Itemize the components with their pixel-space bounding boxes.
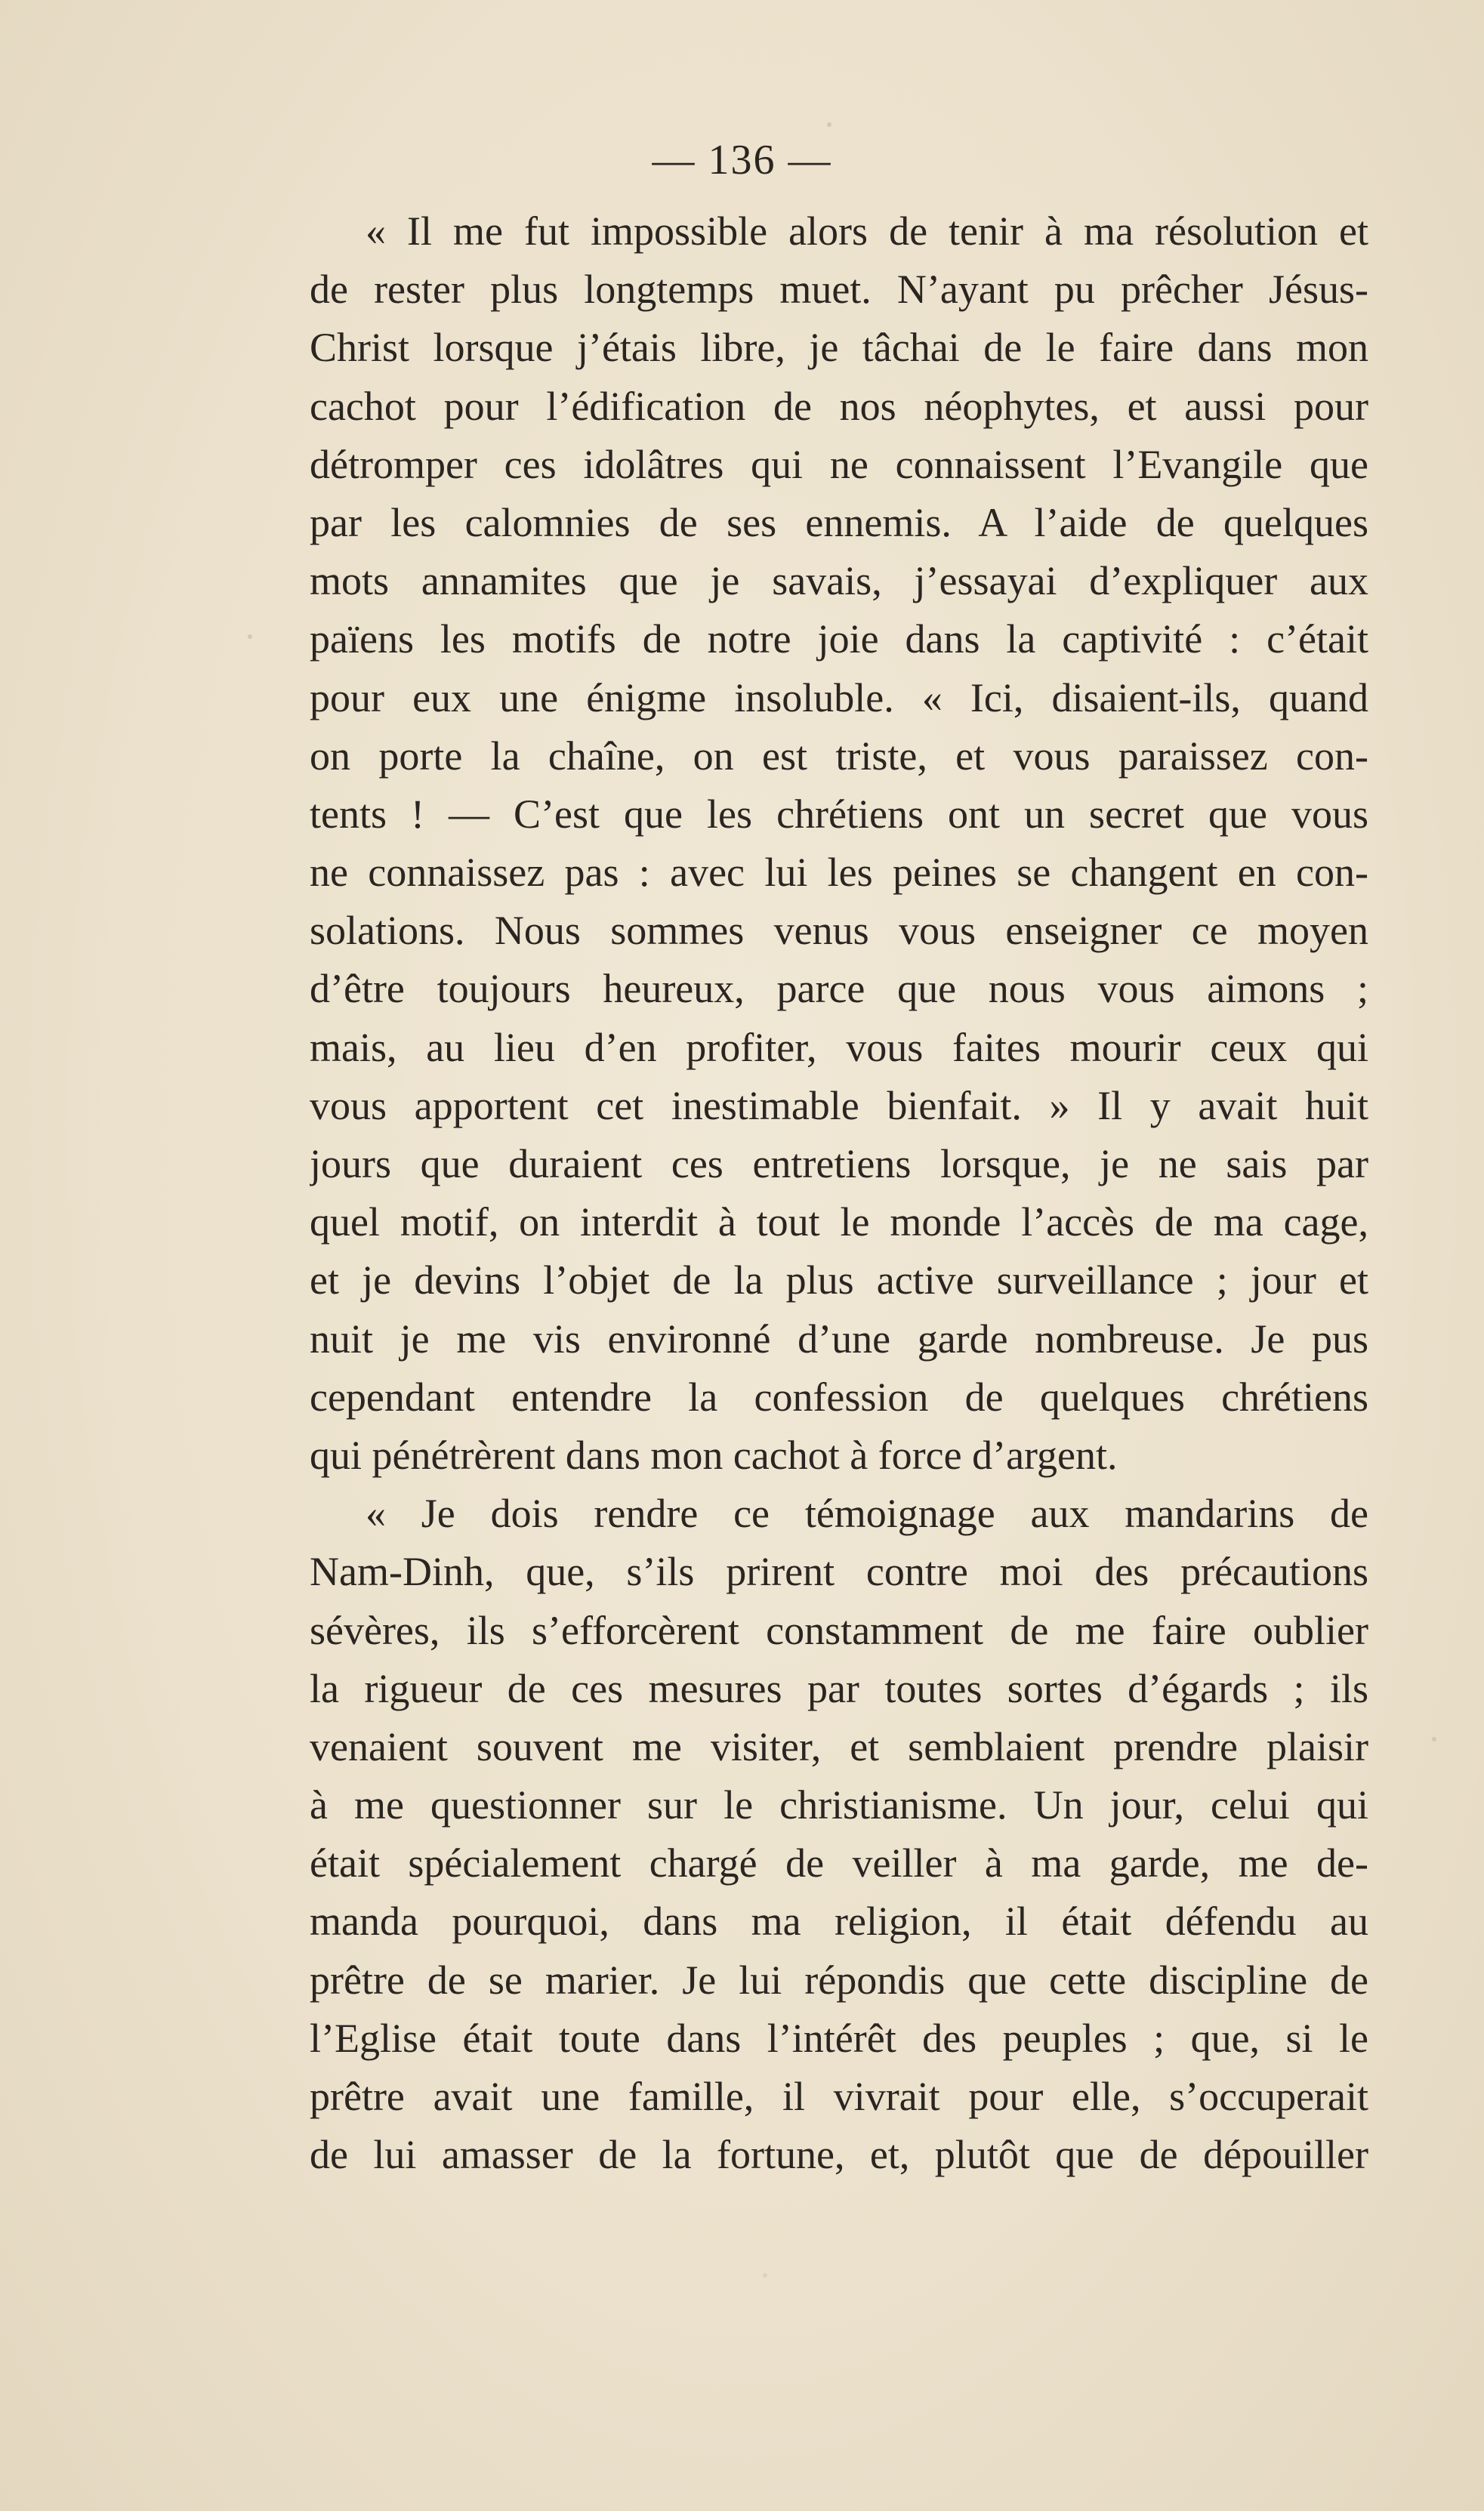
text-line: prêtre avait une famille, il vivrait pour elle, s’occuperait — [310, 2074, 1368, 2119]
text-line: Nam-Dinh, que, s’ils prirent contre moi des précautions — [310, 1549, 1368, 1595]
text-line: pour eux une énigme insoluble. « Ici, disaient-ils, quand — [310, 674, 1368, 720]
text-line: Christ lorsque j’étais libre, je tâchai de le faire dans mon — [310, 325, 1368, 371]
text-line: de rester plus longtemps muet. N’ayant pu prêcher Jésus- — [310, 267, 1368, 313]
text-line: jours que duraient ces entretiens lorsque, je ne sais par — [310, 1141, 1368, 1186]
text-line: de lui amasser de la fortune, et, plutôt que de dépouiller — [310, 2132, 1368, 2178]
text-line: cachot pour l’édification de nos néophytes, et aussi pour — [310, 383, 1368, 429]
text-line: sévères, ils s’efforcèrent constamment de me faire oublier — [310, 1607, 1368, 1653]
text-line: « Il me fut impossible alors de tenir à ma résolution et — [366, 208, 1368, 254]
paper-speck — [763, 2273, 767, 2278]
text-line: d’être toujours heureux, parce que nous vous aimons ; — [310, 966, 1368, 1012]
text-line: détromper ces idolâtres qui ne connaissent l’Evangile que — [310, 441, 1368, 487]
page-number: — 136 — — [652, 137, 832, 184]
text-line: ne connaissez pas : avec lui les peines se changent en con- — [310, 850, 1368, 896]
text-line: nuit je me vis environné d’une garde nombreuse. Je pus — [310, 1316, 1368, 1362]
text-line: par les calomnies de ses ennemis. A l’aide de quelques — [310, 499, 1368, 545]
text-line: cependant entendre la confession de quelques chrétiens — [310, 1374, 1368, 1420]
text-line: solations. Nous sommes venus vous enseigner ce moyen — [310, 908, 1368, 954]
text-line: on porte la chaîne, on est triste, et vous paraissez con- — [310, 733, 1368, 779]
text-line: manda pourquoi, dans ma religion, il était défendu au — [310, 1899, 1368, 1945]
paper-speck — [248, 634, 252, 639]
text-line: païens les motifs de notre joie dans la captivité : c’était — [310, 616, 1368, 662]
paper-speck — [827, 122, 831, 127]
text-line: mais, au lieu d’en profiter, vous faites mourir ceux qui — [310, 1024, 1368, 1070]
text-line: « Je dois rendre ce témoignage aux mandarins de — [366, 1491, 1368, 1537]
paper-speck — [1432, 1737, 1436, 1741]
text-line: vous apportent cet inestimable bienfait. » Il y avait huit — [310, 1082, 1368, 1128]
text-line: et je devins l’objet de la plus active surveillance ; jour et — [310, 1257, 1368, 1303]
text-line: quel motif, on interdit à tout le monde l’accès de ma cage, — [310, 1199, 1368, 1245]
text-line: était spécialement chargé de veiller à ma garde, me de- — [310, 1840, 1368, 1886]
text-line: venaient souvent me visiter, et semblaient prendre plaisir — [310, 1723, 1368, 1769]
text-line: la rigueur de ces mesures par toutes sortes d’égards ; ils — [310, 1665, 1368, 1711]
text-line: mots annamites que je savais, j’essayai d’expliquer aux — [310, 558, 1368, 604]
text-line: prêtre de se marier. Je lui répondis que cette discipline de — [310, 1957, 1368, 2003]
text-line: l’Eglise était toute dans l’intérêt des peuples ; que, si le — [310, 2015, 1368, 2061]
text-line: tents ! — C’est que les chrétiens ont un secret que vous — [310, 791, 1368, 837]
text-line: à me questionner sur le christianisme. Un jour, celui qui — [310, 1782, 1368, 1828]
body-text — [310, 202, 1368, 2184]
text-line: qui pénétrèrent dans mon cachot à force d’argent. — [310, 1432, 1118, 1478]
